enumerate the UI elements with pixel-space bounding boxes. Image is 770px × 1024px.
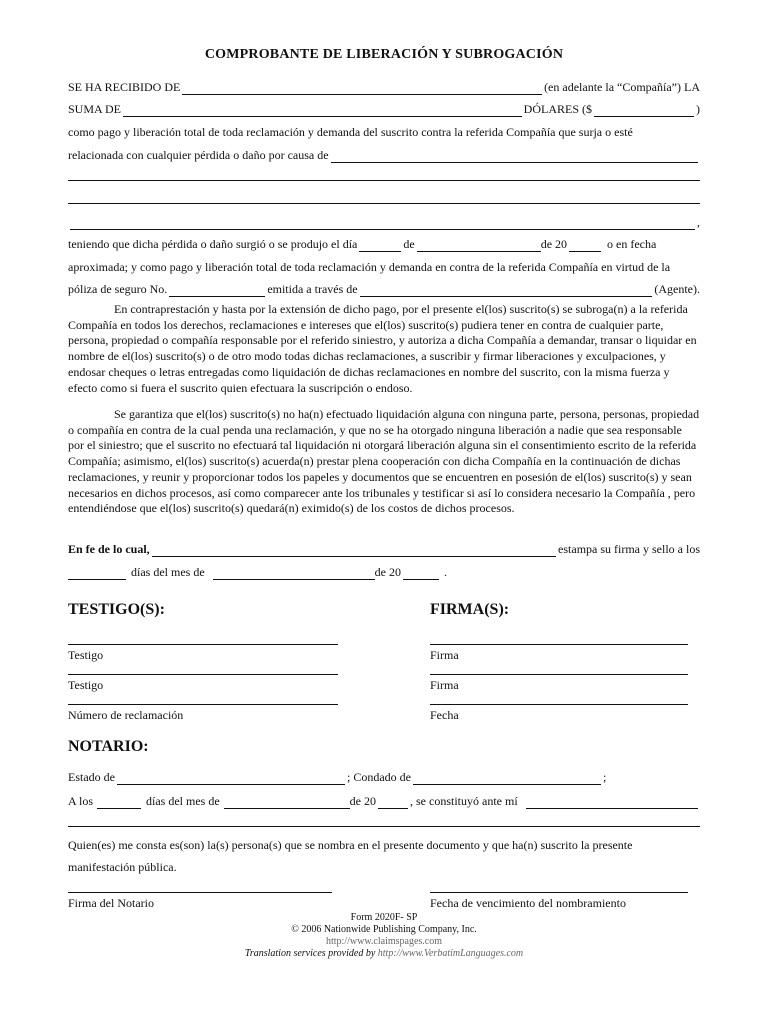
warranty-text: Se garantiza que el(los) suscrito(s) no ha(n) efectuado liquidación alguna con ninguna parte, persona, personas, propiedad o compañía en contra de la cual penda una reclamación, y que no se ha otorgado ninguna liberación a nadie que sea responsable por el siniestro; que el suscrito no efectuará tal liquidación ni otorgará liberación alguna sin el consentimiento escrito de la referida Compañía; asimismo, el(los) suscrito(s) acuerda(n) prestar plena cooperación con dicha Compañía en la continuación de dichas reclamaciones, y reunir y proporcionar todos los papeles y documentos que se encuentren en posesión de el(los) suscrito(s) y sean necesarios en dichos procesos, así como comparecer ante los tribunales y testificar si así lo considera necesario la Compañía , pero entendiéndose que el(los) suscrito(s) quedará(n) eximido(s) de los costos de dichos procesos. — [68, 407, 700, 516]
loss-date-text: teniendo que dicha pérdida o daño surgió o se produjo el día — [68, 237, 358, 251]
footer-translation-prefix: Translation services provided by — [244, 948, 376, 959]
payment-text: como pago y liberación total de toda reclamación y demanda del suscrito contra la referida Compañía que surja o esté — [68, 125, 633, 139]
agent-field[interactable] — [360, 284, 653, 297]
witness-whereof-suffix: estampa su firma y sello a los — [558, 542, 700, 556]
loss-day-field[interactable] — [359, 239, 401, 252]
footer-translation — [68, 948, 700, 960]
county-label: ; Condado de — [347, 770, 411, 784]
witness-1-label: Testigo — [68, 648, 104, 662]
notary-name-field[interactable] — [526, 796, 698, 809]
witness-whereof-label: En fe de lo cual, — [68, 542, 150, 556]
payment-text-line — [68, 124, 700, 140]
signature-2-label: Firma — [430, 678, 459, 692]
witnesses-heading: TESTIGO(S): — [68, 601, 165, 618]
county-field[interactable] — [413, 772, 601, 785]
sum-line — [68, 101, 700, 117]
signing-date-period: . — [443, 565, 447, 579]
loss-month-field[interactable] — [417, 239, 541, 252]
footer-form-number: Form 2020F- SP — [350, 912, 418, 923]
signing-month-field[interactable] — [213, 567, 375, 580]
appeared-line-2 — [68, 859, 700, 875]
loss-approx-text: o en fecha — [607, 237, 657, 251]
received-from-label: SE HA RECIBIDO DE — [68, 80, 181, 94]
document-title: COMPROBANTE DE LIBERACIÓN Y SUBROGACIÓN — [204, 47, 564, 62]
signing-year-label: de 20 — [374, 565, 401, 579]
state-field[interactable] — [117, 772, 345, 785]
footer-copyright: © 2006 Nationwide Publishing Company, Inc. — [291, 924, 477, 935]
loss-year-label: de 20 — [540, 237, 568, 251]
approx-text-line — [68, 259, 700, 275]
notary-date-line — [68, 793, 700, 809]
warranty-paragraph — [68, 407, 700, 517]
loss-date-line — [68, 236, 700, 252]
cause-field-line-2[interactable] — [68, 180, 700, 181]
state-label: Estado de — [68, 770, 115, 784]
notary-alos-label: A los — [68, 794, 94, 808]
subrogation-paragraph — [68, 302, 700, 396]
agent-label: (Agente). — [654, 282, 700, 296]
witness-2-label: Testigo — [68, 678, 104, 692]
cause-comma: , — [697, 215, 700, 229]
loss-year-field[interactable] — [569, 239, 601, 252]
cause-label: relacionada con cualquier pérdida o daño por causa de — [68, 148, 329, 162]
footer-url[interactable]: http://www.claimspages.com — [326, 936, 442, 947]
document-page — [68, 0, 700, 1024]
sum-label: SUMA DE — [68, 102, 122, 116]
signer-name-field[interactable] — [152, 544, 556, 557]
policy-label: póliza de seguro No. — [68, 282, 168, 296]
approx-text: aproximada; y como pago y liberación total de toda reclamación y demanda en contra de la referida Compañía en virtud de la — [68, 260, 671, 274]
witness-2-signature-line[interactable] — [68, 674, 338, 675]
notary-year-label: de 20 — [349, 794, 376, 808]
loss-de-label: de — [403, 237, 415, 251]
commission-expiry-line[interactable] — [430, 892, 688, 893]
claim-number-line[interactable] — [68, 704, 338, 705]
policy-number-field[interactable] — [169, 284, 265, 297]
notary-days-label: días del mes de — [146, 794, 220, 808]
claim-number-label: Número de reclamación — [68, 708, 184, 722]
commission-expiry-label: Fecha de vencimiento del nombramiento — [430, 896, 626, 910]
cause-field-line-4[interactable] — [70, 217, 695, 230]
notary-signature-line[interactable] — [68, 892, 332, 893]
policy-line — [68, 281, 700, 297]
signing-day-field[interactable] — [68, 567, 126, 580]
sum-words-field[interactable] — [123, 104, 522, 117]
appeared-text-2: manifestación pública. — [68, 860, 177, 874]
notary-day-field[interactable] — [97, 796, 141, 809]
notary-signature-label: Firma del Notario — [68, 896, 154, 910]
witness-whereof-line — [68, 541, 700, 557]
cause-line — [68, 147, 700, 163]
signature-1-label: Firma — [430, 648, 459, 662]
signing-date-line — [68, 564, 700, 580]
signature-2-line[interactable] — [430, 674, 688, 675]
sum-amount-field[interactable] — [594, 104, 694, 117]
cause-field[interactable] — [331, 150, 698, 163]
footer-translation-url[interactable]: http://www.VerbatimLanguages.com — [377, 948, 524, 959]
notary-extra-line[interactable] — [68, 826, 700, 827]
cause-field-line-3[interactable] — [68, 203, 700, 204]
signing-days-label: días del mes de — [131, 565, 205, 579]
cause-line-4 — [68, 214, 700, 230]
notary-month-field[interactable] — [224, 796, 350, 809]
signatures-heading: FIRMA(S): — [430, 601, 510, 618]
dollars-close: ) — [696, 102, 700, 116]
dollars-label: DÓLARES ($ — [523, 102, 592, 116]
notary-year-field[interactable] — [378, 796, 408, 809]
signature-1-line[interactable] — [430, 644, 688, 645]
date-line[interactable] — [430, 704, 688, 705]
company-reference-text: (en adelante la “Compañía”) LA — [544, 80, 700, 94]
subrogation-text: En contraprestación y hasta por la extensión de dicho pago, por el presente el(los) suscrito(s) se subroga(n) a la referida Compañía en todos los derechos, reclamaciones e intereses que el(los) suscrito(s) pudiera tener en contra de cualquier parte, persona, propiedad o compañía responsable por el referido siniestro, y autoriza a dicha Compañía a demandar, transar o liquidar en nombre de el(los) suscrito(s) o de otro modo todas dichas reclamaciones, a suscribir y firmar liberaciones y exculpaciones, y endosar cheques o letras entregadas como liquidación de dichas reclamaciones en nombre del suscrito, con la misma fuerza y efecto como si fuera el suscrito quien efectuara la suscripción o endoso. — [68, 302, 697, 395]
signing-year-field[interactable] — [403, 567, 439, 580]
witness-1-signature-line[interactable] — [68, 644, 338, 645]
appeared-line-1 — [68, 837, 700, 853]
notary-heading: NOTARIO: — [68, 738, 149, 755]
received-from-field[interactable] — [182, 82, 542, 95]
date-label: Fecha — [430, 708, 459, 722]
issued-through-label: emitida a través de — [267, 282, 358, 296]
state-county-line — [68, 769, 700, 785]
county-semicolon: ; — [603, 770, 607, 784]
received-from-line — [68, 79, 700, 95]
appeared-text-1: Quien(es) me consta es(son) la(s) persona(s) que se nombra en el presente documento y que ha(n) suscrito la presente — [68, 838, 633, 852]
notary-before-me-label: , se constituyó ante mí — [410, 794, 518, 808]
